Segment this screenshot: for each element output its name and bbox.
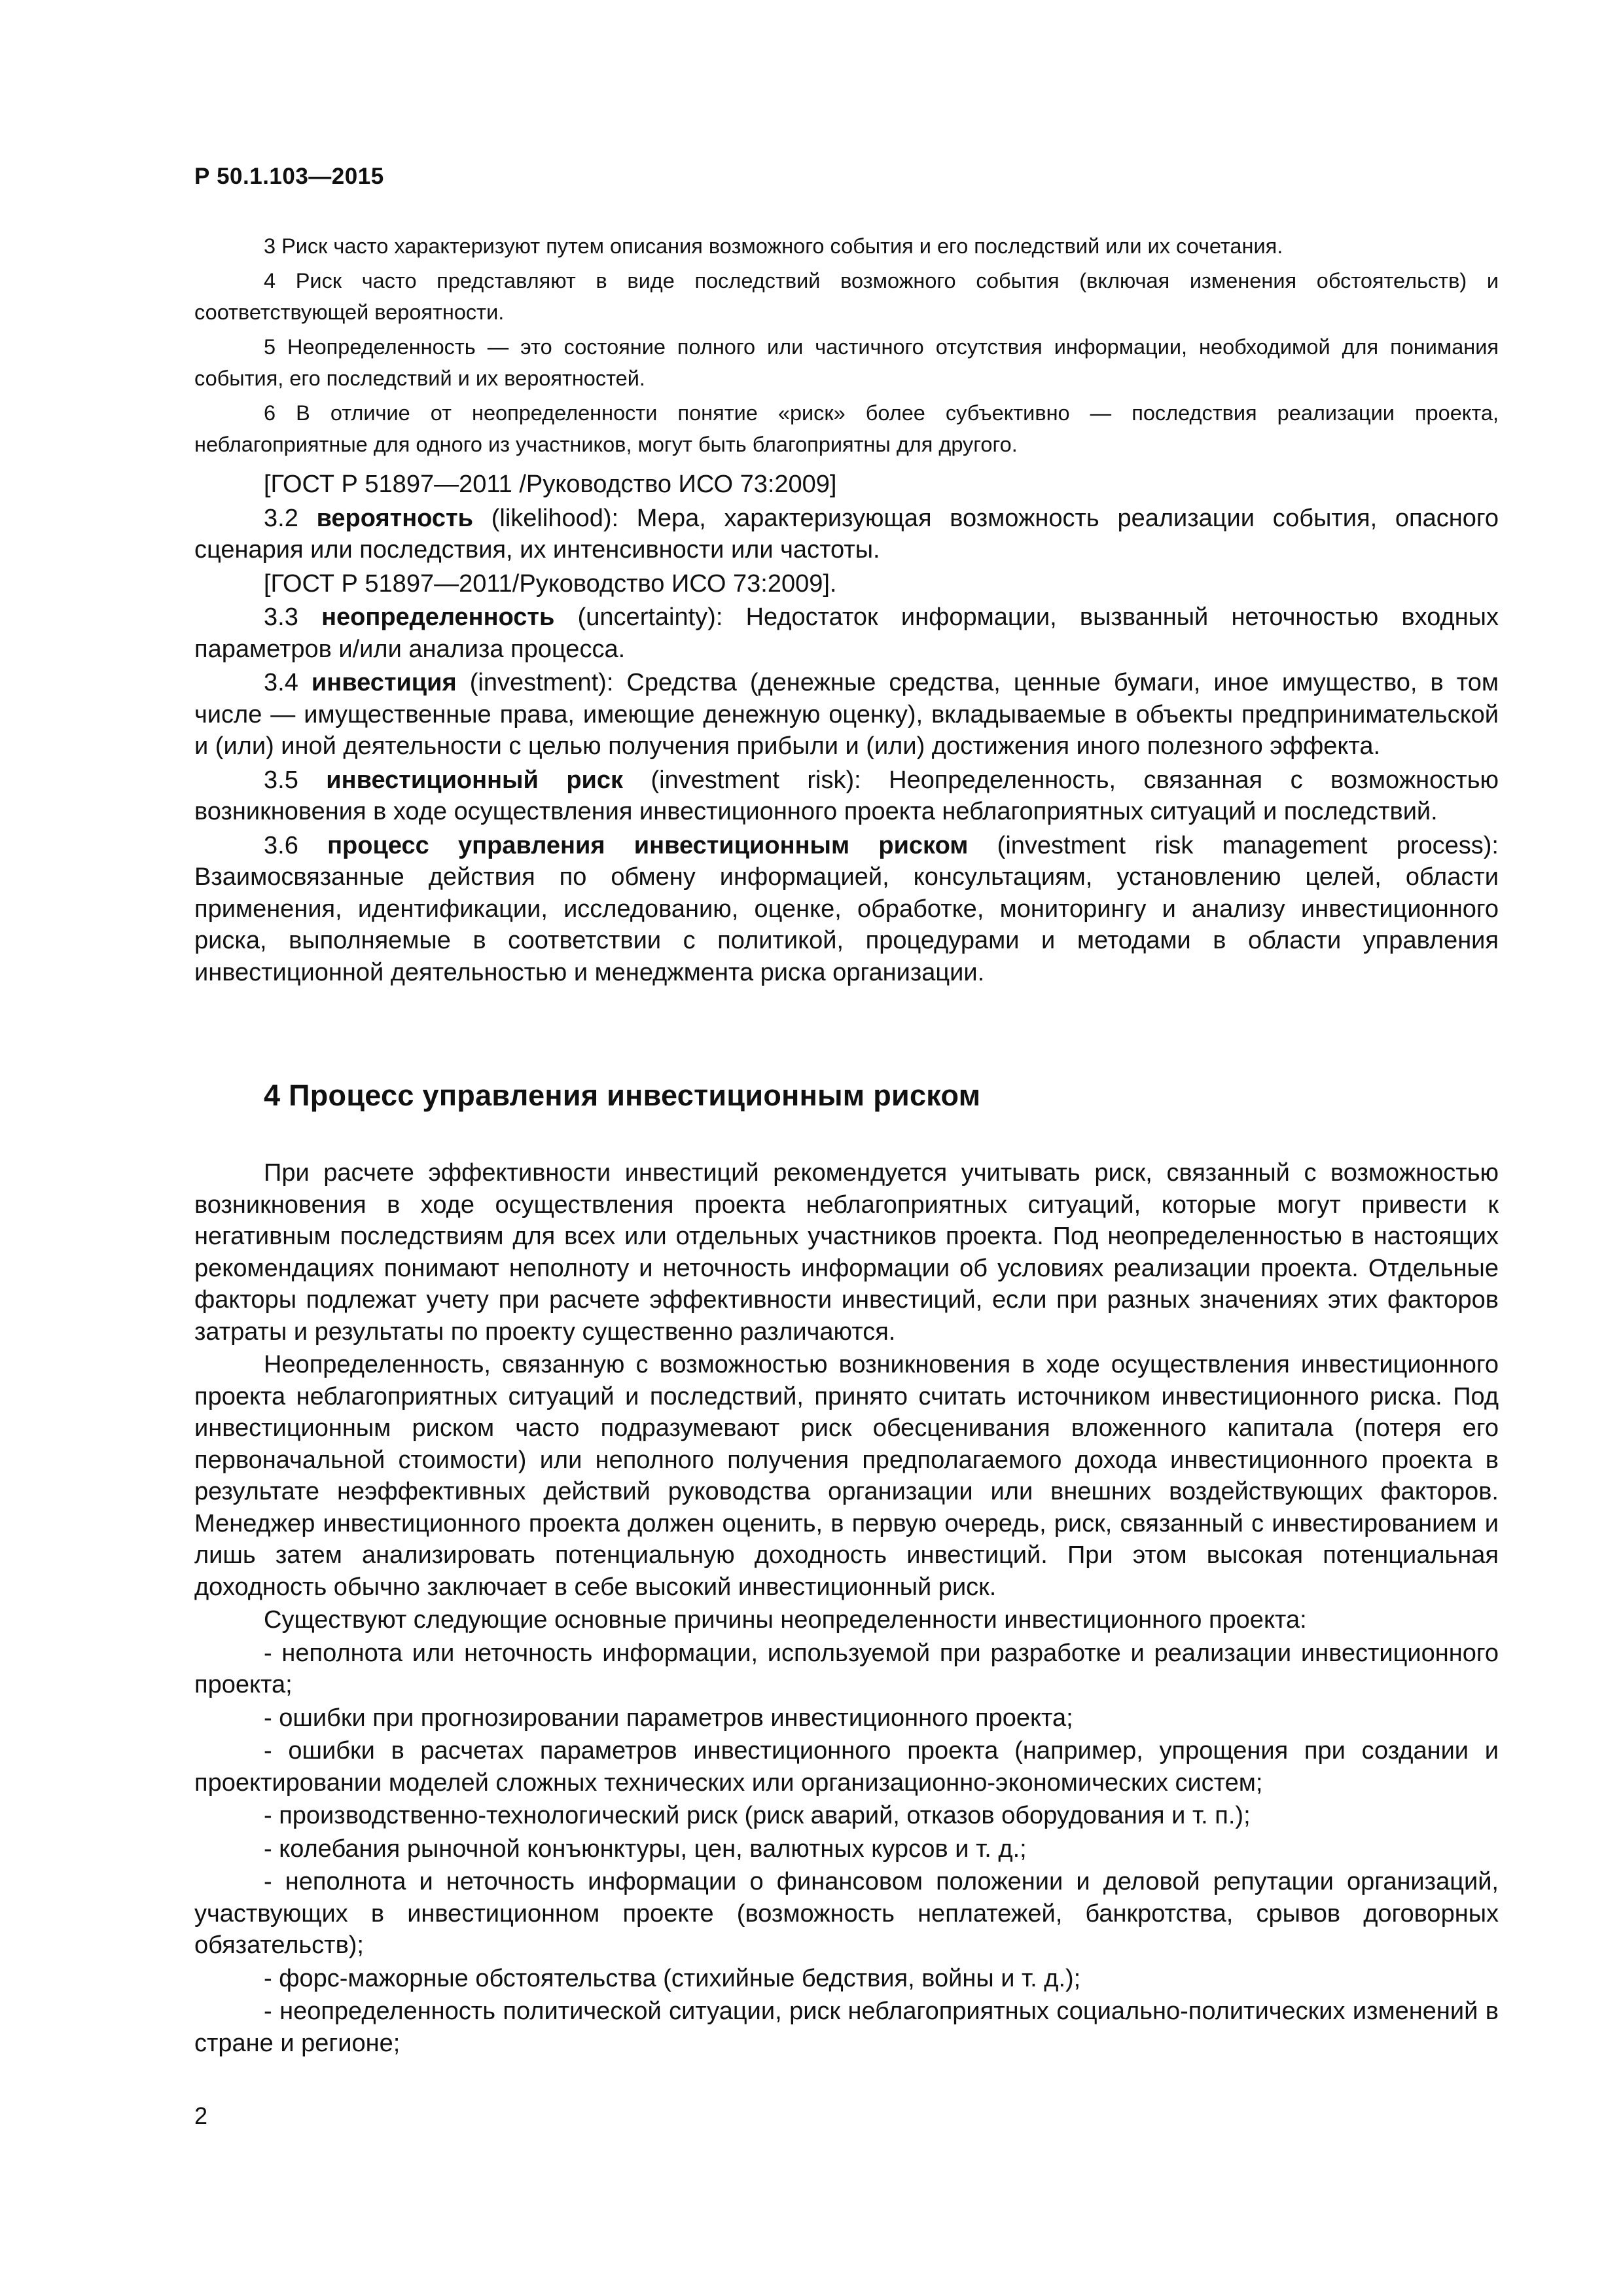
note-4: 4 Риск часто представляют в виде последствий возможного события (включая изменения обстоятельств) и соответствующей вероятности. bbox=[194, 269, 1499, 324]
list-item: - неопределенность политической ситуации, риск неблагоприятных социально-политических изменений в стране и регионе; bbox=[194, 1998, 1499, 2057]
page-number: 2 bbox=[194, 2102, 208, 2129]
note-6: 6 В отличие от неопределенности понятие «риск» более субъективно — последствия реализации проекта, неблагоприятные для одного из участников, могут быть благоприятны для другого. bbox=[194, 401, 1499, 456]
term-name: вероятность bbox=[316, 504, 474, 532]
terms-block bbox=[194, 469, 1499, 990]
paragraph: Существуют следующие основные причины неопределенности инвестиционного проекта: bbox=[264, 1606, 1307, 1634]
paragraph: При расчете эффективности инвестиций рекомендуется учитывать риск, связанный с возможностью возникновения в ходе осуществления проекта неблагоприятных ситуаций, которые могут привести к негативным последствиям для всех или отдельных участников проекта. Под неопределенностью в настоящих рекомендациях понимают неполноту и неточность информации об условиях реализации проекта. Отдельные факторы подлежат учету при расчете эффективности инвестиций, если при разных значениях этих факторов затраты и результаты по проекту существенно различаются. bbox=[194, 1159, 1499, 1346]
list-item: - неполнота или неточность информации, используемой при разработке и реализации инвестиционного проекта; bbox=[194, 1639, 1499, 1698]
term-name: инвестиционный риск bbox=[326, 766, 624, 794]
note-3: 3 Риск часто характеризуют путем описания возможного события и его последствий или их сочетания. bbox=[264, 234, 1283, 258]
term-definition: (likelihood): Мера, характеризующая возможность реализации события, опасного сценария или последствия, их интенсивности или частоты. bbox=[194, 504, 1499, 564]
term-3-3 bbox=[194, 601, 1499, 665]
term-number: 3.2 bbox=[264, 504, 298, 532]
term-definition: (investment risk): Неопределенность, связанная с возможностью возникновения в ходе осуществления инвестиционного проекта неблагоприятных ситуаций и последствий. bbox=[194, 766, 1499, 825]
list-item: - колебания рыночной конъюнктуры, цен, валютных курсов и т. д.; bbox=[264, 1835, 1027, 1863]
document-id-header: Р 50.1.103—2015 bbox=[194, 164, 384, 189]
paragraph: Неопределенность, связанную с возможностью возникновения в ходе осуществления инвестиционного проекта неблагоприятных ситуаций и последствий, принято считать источником инвестиционного риска. Под инвестиционным риском часто подразумевают риск обесценивания вложенного капитала (потеря его первоначальной стоимости) или неполного получения предполагаемого дохода инвестиционного проекта в результате неэффективных действий руководства организации или внешних воздействующих факторов. Менеджер инвестиционного проекта должен оценить, в первую очередь, риск, связанный с инвестированием и лишь затем анализировать потенциальную доходность инвестиций. При этом высокая потенциальная доходность обычно заключает в себе высокий инвестиционный риск. bbox=[194, 1351, 1499, 1601]
term-name: процесс управления инвестиционным риском bbox=[327, 831, 969, 859]
term-number: 3.4 bbox=[264, 669, 298, 696]
term-number: 3.6 bbox=[264, 831, 298, 859]
term-3-4 bbox=[194, 667, 1499, 762]
term-3-5 bbox=[194, 764, 1499, 828]
note-5: 5 Неопределенность — это состояние полного или частичного отсутствия информации, необходимой для понимания события, его последствий и их вероятностей. bbox=[194, 335, 1499, 390]
term-number: 3.5 bbox=[264, 766, 298, 794]
term-definition: (investment risk management process): Взаимосвязанные действия по обмену информацией, консультациям, установлению целей, области применения, идентификации, исследованию, оценке, обработке, мониторингу и анализу инвестиционного риска, выполняемые в соответствии с политикой, процедурами и методами в области управления инвестиционной деятельностью и менеджмента риска организации. bbox=[194, 831, 1499, 986]
reference-gost-1: [ГОСТ Р 51897—2011 /Руководство ИСО 73:2009] bbox=[264, 471, 837, 498]
term-definition: (uncertainty): Недостаток информации, вызванный неточностью входных параметров и/или анализа процесса. bbox=[194, 603, 1499, 663]
term-3-6 bbox=[194, 830, 1499, 989]
list-item: - ошибки в расчетах параметров инвестиционного проекта (например, упрощения при создании и проектировании моделей сложных технических или организационно-экономических систем; bbox=[194, 1737, 1499, 1797]
notes-block bbox=[194, 230, 1499, 463]
list-item: - ошибки при прогнозировании параметров инвестиционного проекта; bbox=[264, 1704, 1073, 1732]
list-item: - производственно-технологический риск (риск аварий, отказов оборудования и т. п.); bbox=[264, 1802, 1251, 1829]
term-name: инвестиция bbox=[311, 669, 457, 696]
list-item: - форс-мажорные обстоятельства (стихийные бедствия, войны и т. д.); bbox=[264, 1964, 1081, 1992]
term-name: неопределенность bbox=[321, 603, 555, 631]
section-4-title: 4 Процесс управления инвестиционным риском bbox=[264, 1079, 981, 1112]
reference-gost-2: [ГОСТ Р 51897—2011/Руководство ИСО 73:2009]. bbox=[264, 569, 837, 598]
list-item: - неполнота и неточность информации о финансовом положении и деловой репутации организаций, участвующих в инвестиционном проекте (возможность неплатежей, банкротства, срывов договорных обязательств); bbox=[194, 1868, 1499, 1959]
term-3-2 bbox=[194, 503, 1499, 566]
term-number: 3.3 bbox=[264, 603, 298, 631]
section-4-body bbox=[194, 1157, 1499, 2060]
term-definition: (investment): Средства (денежные средства, ценные бумаги, иное имущество, в том числе — имущественные права, имеющие денежную оценку), вкладываемые в объекты предпринимательской и (или) иной деятельности с целью получения прибыли и (или) достижения иного полезного эффекта. bbox=[194, 669, 1499, 760]
